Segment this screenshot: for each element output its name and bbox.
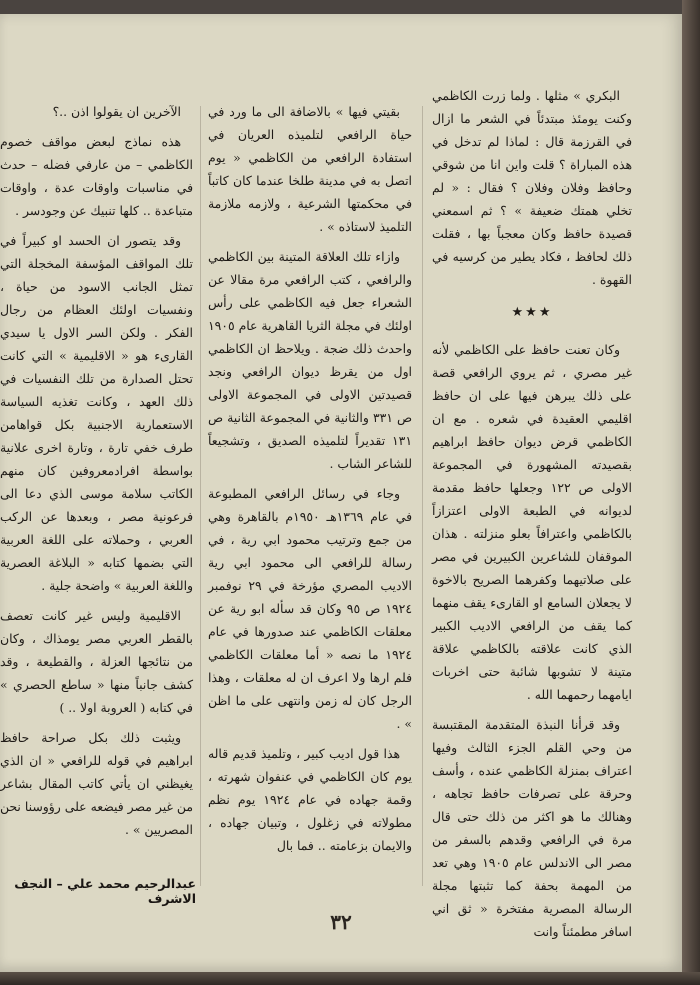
- paragraph: وازاء تلك العلاقة المتينة بين الكاظمي والرافعي ، كتب الرافعي مرة مقالا عن الشعراء جعل فيه الكاظمي على رأس اولئك في مجلة الثريا القاهرية عام ١٩٠٥ واحدث ذلك ضجة . ويلاحظ ان الكاظمي اول من يقرظ ديوان الرافعي ونجد قصيدتين الاولى في المجموعة الاولى ص ٣٣١ والثانية في المجموعة الثانية ص ١٣١ تقديراً لتلميذه الصديق ، وتشجيعاً للشاعر الشاب .: [208, 249, 413, 471]
- page-edge-shadow: [682, 0, 700, 985]
- author-signature: عبدالرحيم محمد علي – النجف الاشرف: [14, 876, 196, 906]
- magazine-page: [0, 14, 682, 972]
- article-column-middle: [208, 100, 412, 920]
- paragraph: وجاء في رسائل الرافعي المطبوعة في عام ١٣٦٩هـ ١٩٥٠م بالقاهرة وهي من جمع وترتيب محمود ابي رية ، في رسالة للرافعي الى محمود ابي رية الاديب المصري مؤرخة في ٢٩ نوفمبر ١٩٢٤ ص ٩٥ وكان قد سأله ابو رية عن معلقات الكاظمي عند صدورها في عام ١٩٢٤ ما نصه « أما معلقات الكاظمي فلم ارها ولا اعرف ان له معلقات ، وهذا الرجل كان له زمن وانتهى على ما اظن » .: [208, 486, 412, 731]
- paragraph: وقد يتصور ان الحسد او كبيراً في تلك المواقف المؤسفة المخجلة التي تمثل الجانب الاسود من حياة ، ونفسيات اولئك العظام من رجال الفكر . ولكن السر الاول يا سيدي القارىء هو « الاقليمية » التي كانت تحتل الصدارة من تلك النفسيات في ذلك العهد ، وكانت تغذيه السياسة الاستعمارية الاجنبية بكل قواهامن طرف خفي تارة ، وتارة اخرى علانية بواسطة افرادمعروفين كان منهم الكاتب سلامة موسى الذي دعا الى فرعونية مصر ، وبعدها عن الركب العربي ، وحملاته على اللغة العربية التي بضمها كتابه « البلاغة العصرية واللغة العربية » واضحة جلية .: [0, 233, 193, 593]
- paragraph: البكري » مثلها . ولما زرت الكاظمي وكنت يومئذ مبتدئاً في الشعر ما ازال في القرزمة قال : لماذا لم تدخل في هذه المباراة ؟ قلت واين انا من شوقي وحافظ وفلان وفلان ؟ فقال : « لم تخلي همتك ضعيفة » ؟ ثم اسمعني قصيدة حافظ وكان معجباً بها ، فقلت ذلك لحافظ ، فكاد يطير من كرسيه في القهوة .: [432, 88, 632, 287]
- page-number: ٣٢: [330, 910, 352, 934]
- paragraph: هذا قول اديب كبير ، وتلميذ قديم قاله يوم كان الكاظمي في عنفوان شهرته ، وقمة جهاده في عام ١٩٢٤ يوم نظم مطولاته في زغلول ، وتبيان جهاده ، والايمان بزعامته .. فما بال: [208, 746, 412, 853]
- paragraph: الآخرين ان يقولوا اذن ..؟: [52, 104, 181, 119]
- paragraph: بقيتي فيها » بالاضافة الى ما ورد في حياة الرافعي لتلميذه العريان في استفادة الرافعي من الكاظمي « يوم اتصل به في مدينة طلخا عندما كان كاتباً في محكمتها الشرعية ، ولازمه ملازمة التلميذ لاستاذه » .: [208, 104, 412, 234]
- paragraph: الاقليمية وليس غير كانت تعصف بالقطر العربي مصر يومذاك ، وكان من نتائجها العزلة ، والقطيعة ، وقد كشف جانباً منها « ساطع الحصري » في كتابه ( العروبة اولا .. ): [0, 608, 193, 715]
- page-bottom-shadow: [0, 972, 700, 985]
- paragraph: وكان تعنت حافظ على الكاظمي لأنه غير مصري ، ثم يروي الرافعي قصة على ذلك يبرهن فيها على ان حافظ اقليمي العقيدة في شعره . مع ان الكاظمي قرض ديوان حافظ ابراهيم بقصيدته المشهورة في المجموعة الاولى ص ١٢٢ وجعلها حافظ مقدمة لديوانه في الطبعة الاولى اعتزازاً بالكاظمي واعترافاً بعلو منزلته . هذان الموقفان للشاعرين الكبيرين في مصر على صلاتيهما وكفرهما الصريح بالاخوة لا يجعلان السامع او القارىء يقف منهما كما يقف من الرافعي الاديب الكبير الذي كانت علاقته بالكاظمي علاقة متينة لا تشوبها شائبة حتى اخربات ايامهما رحمهما الله .: [432, 342, 633, 702]
- paragraph: ويثبت ذلك بكل صراحة حافظ ابراهيم في قوله للرافعي « ان الذي يغيظني ان يأتي كاتب المقال بشاعر من غير مصر فيضعه على رؤوسنا نحن المصريين » .: [0, 730, 193, 837]
- section-separator: ★★★: [511, 305, 553, 320]
- column-divider-left: [200, 106, 201, 886]
- article-column-right: [432, 84, 633, 939]
- column-divider-right: [422, 106, 423, 886]
- paragraph: وقد قرأنا النبذة المتقدمة المقتبسة من وحي القلم الجزء الثالث وفيها اعتراف بمنزلة الكاظمي عنده ، وأسف وحرقة على تصرفات حافظ تجاهه ، وهنالك ما هو اكثر من ذلك حتى قال مرة في الرافعي وقدهم بالسفر من مصر الى الاندلس عام ١٩٠٥ وهي تعد من المهمة بحفة كما تثبتها مجلة الرسالة المصرية مفتخرة « ثق اني اسافر مطمئناً وانت: [432, 717, 632, 939]
- paragraph: هذه نماذج لبعض مواقف خصوم الكاظمي – من عارفي فضله – حدث في مناسبات واوقات عدة ، واوقات متباعدة .. كلها تنبيك عن وجودسر .: [0, 134, 193, 218]
- article-column-left: [0, 100, 193, 900]
